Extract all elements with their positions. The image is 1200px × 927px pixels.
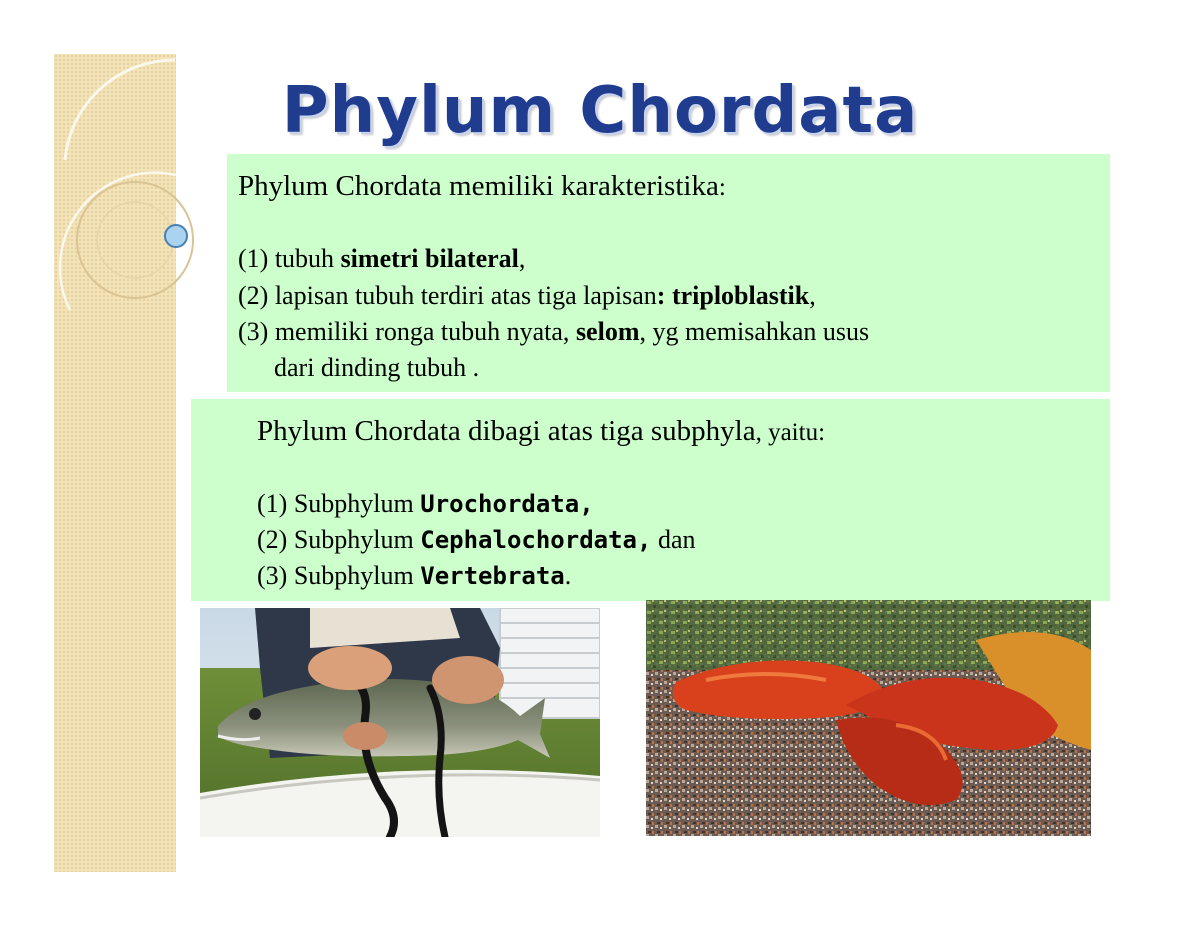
characteristic-item: (2) lapisan tubuh terdiri atas tiga lapisan: triploblastik, <box>238 281 816 310</box>
characteristic-item: (3) memiliki ronga tubuh nyata, selom, yg memisahkan usus <box>238 317 870 346</box>
decorative-curves <box>0 0 260 330</box>
subphylum-item: (2) Subphylum Cephalochordata, dan <box>257 525 696 554</box>
subphyla-box <box>191 399 1110 601</box>
characteristic-item: (1) tubuh simetri bilateral, <box>238 244 526 273</box>
subphyla-lead: Phylum Chordata dibagi atas tiga subphyla, yaitu: <box>257 415 826 447</box>
sea-squirt-photo <box>646 600 1091 836</box>
fish-lamprey-photo <box>200 608 600 837</box>
slide-title: Phylum Chordata <box>281 74 919 148</box>
bullet-circle-icon <box>165 225 187 247</box>
characteristics-lead: Phylum Chordata memiliki karakteristika: <box>238 170 726 202</box>
subphylum-item: (3) Subphylum Vertebrata. <box>257 561 572 590</box>
characteristics-box <box>227 154 1110 392</box>
subphylum-item: (1) Subphylum Urochordata, <box>257 489 594 518</box>
characteristic-continuation: dari dinding tubuh . <box>274 353 480 382</box>
